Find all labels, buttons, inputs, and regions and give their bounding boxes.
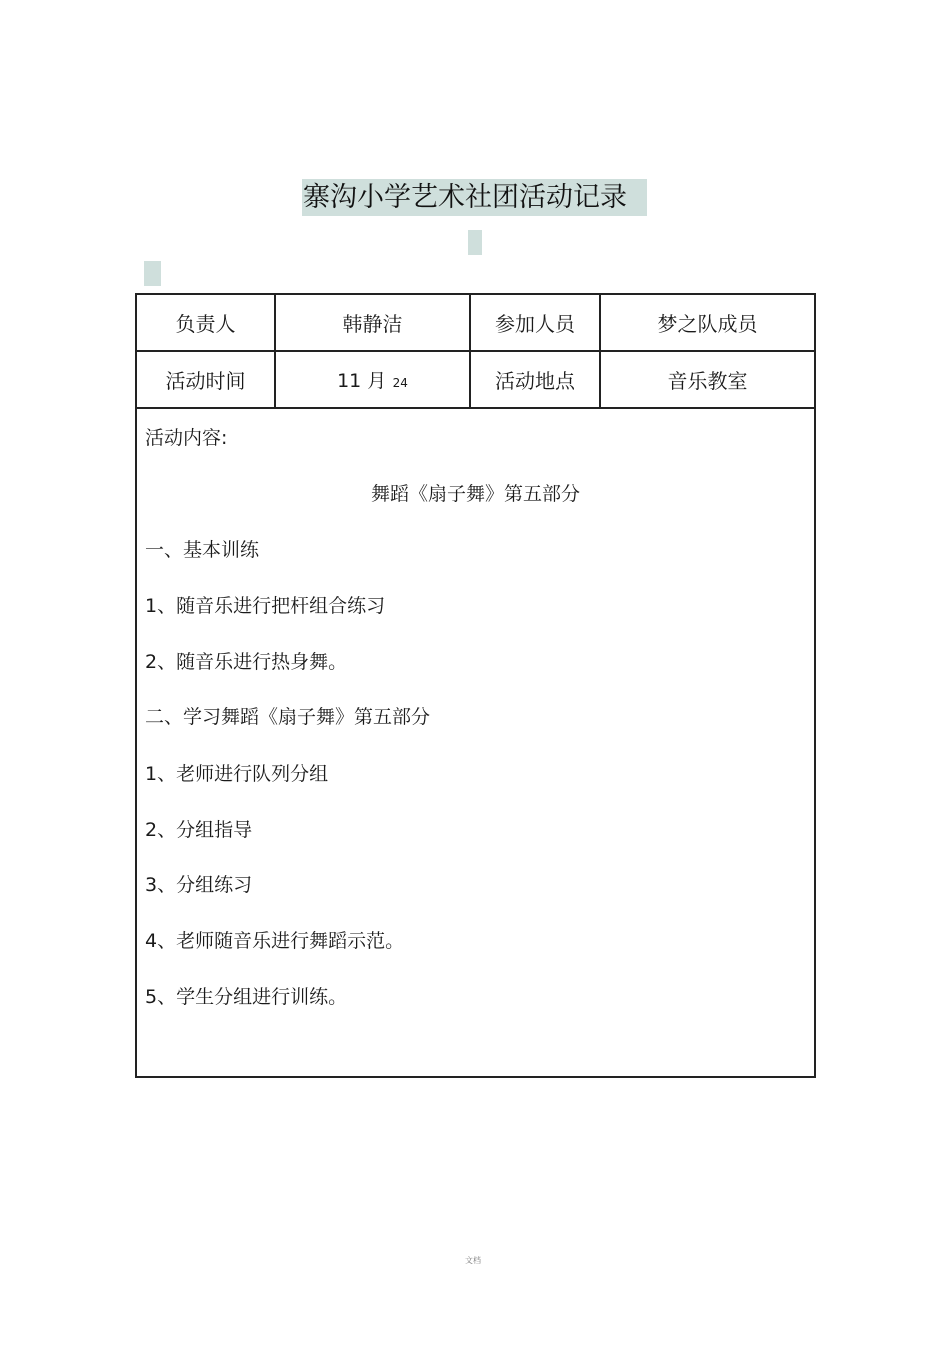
label-activity-time: 活动时间 [136, 351, 275, 408]
table-row [136, 294, 815, 351]
page-title: 寨沟小学艺术社团活动记录 [303, 182, 627, 213]
footer-label: 文档 [465, 1256, 481, 1265]
highlight-mark [144, 261, 161, 286]
list-item: 3、分组练习 [145, 874, 253, 896]
list-item: 1、老师进行队列分组 [145, 763, 329, 785]
activity-content-cell [136, 408, 815, 1077]
table-row [136, 408, 815, 1077]
list-item: 5、学生分组进行训练。 [145, 986, 348, 1008]
label-participants: 参加人员 [470, 294, 600, 351]
list-item: 2、随音乐进行热身舞。 [145, 651, 348, 673]
list-item: 1、随音乐进行把杆组合练习 [145, 595, 386, 617]
value-participants: 梦之队成员 [600, 294, 815, 351]
list-item: 一、基本训练 [145, 539, 260, 561]
activity-day: 24 [392, 376, 408, 390]
activity-month: 11 月 [337, 370, 387, 392]
table-row [136, 351, 815, 408]
content-subtitle: 舞蹈《扇子舞》第五部分 [370, 483, 580, 505]
value-activity-location: 音乐教室 [600, 351, 815, 408]
content-heading: 活动内容: [145, 427, 228, 449]
highlight-mark [468, 230, 482, 255]
list-item: 二、学习舞蹈《扇子舞》第五部分 [145, 706, 431, 728]
activity-record-table [135, 293, 816, 1078]
value-responsible: 韩静洁 [275, 294, 470, 351]
label-responsible: 负责人 [136, 294, 275, 351]
list-item: 2、分组指导 [145, 819, 253, 841]
label-activity-location: 活动地点 [470, 351, 600, 408]
list-item: 4、老师随音乐进行舞蹈示范。 [145, 930, 405, 952]
value-activity-time [275, 351, 470, 408]
